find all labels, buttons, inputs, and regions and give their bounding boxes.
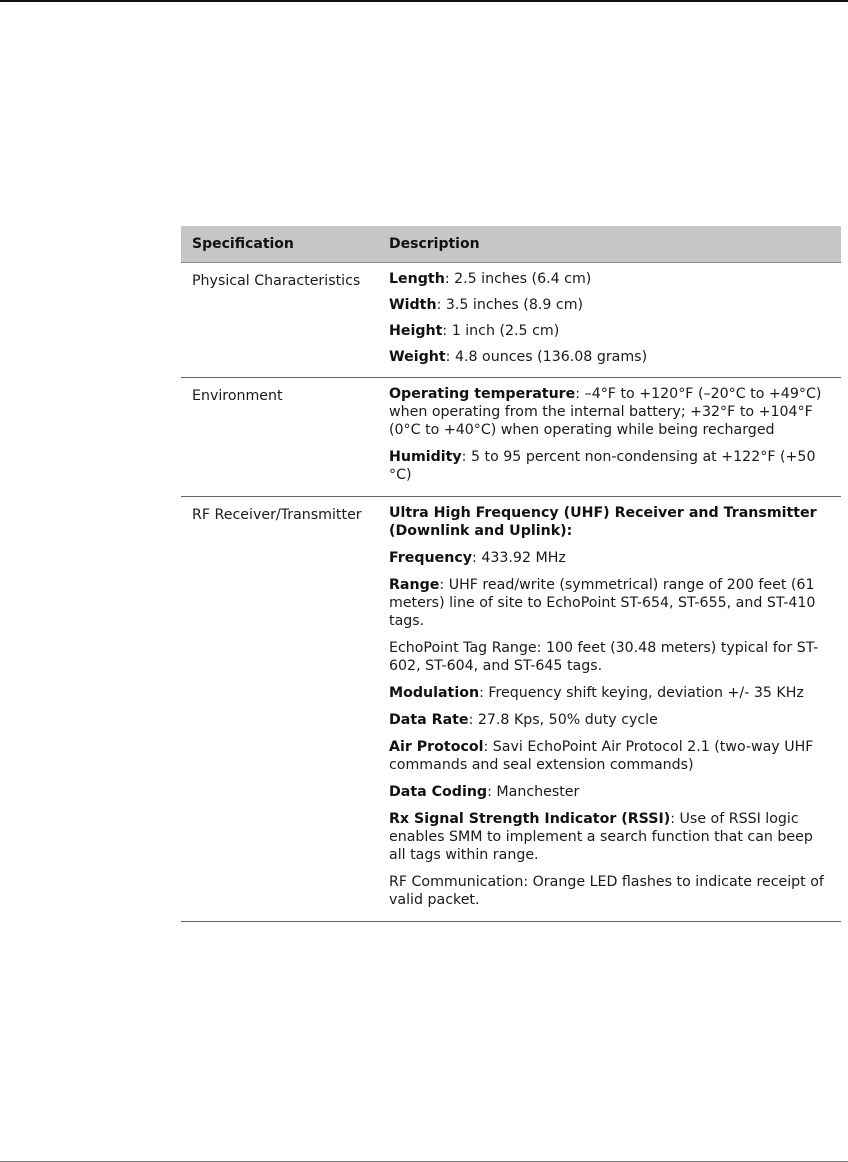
table-row — [181, 378, 841, 497]
description-item — [389, 810, 829, 864]
item-text: Frequency shift keying, deviation +/- 35 KHz — [488, 685, 804, 701]
item-separator: : — [566, 523, 573, 539]
description-item — [389, 711, 829, 729]
item-separator: : — [439, 577, 449, 593]
table-row — [181, 263, 841, 378]
spec-cell: Environment — [192, 388, 283, 404]
item-separator: : — [575, 386, 585, 402]
item-label: Length — [389, 271, 445, 287]
description-item — [389, 270, 829, 288]
table-row — [181, 497, 841, 922]
item-text: 2.5 inches (6.4 cm) — [454, 271, 592, 287]
item-text: –4°F to +120°F (–20°C to +49°C) when operating from the internal battery; +32°F to +104°F (0°C to +40°C) when operating while being recharged — [389, 386, 822, 438]
description-cell — [388, 263, 841, 377]
item-text: 1 inch (2.5 cm) — [451, 323, 560, 339]
description-item — [389, 549, 829, 567]
description-item — [389, 296, 829, 314]
item-label: Width — [389, 297, 437, 313]
description-item — [389, 576, 829, 630]
item-label: Frequency — [389, 550, 473, 566]
item-label: Humidity — [389, 449, 462, 465]
description-item — [389, 348, 829, 366]
item-label: Data Coding — [389, 784, 488, 800]
description-item — [389, 504, 829, 540]
item-separator: : — [468, 712, 478, 728]
item-label: Rx Signal Strength Indicator (RSSI) — [389, 811, 671, 827]
item-separator: : — [461, 449, 471, 465]
description-item — [389, 322, 829, 340]
description-item — [389, 684, 829, 702]
item-text: EchoPoint Tag Range: 100 feet (30.48 meters) typical for ST-602, ST-604, and ST-645 tags. — [389, 640, 819, 674]
description-item — [389, 738, 829, 774]
item-separator: : — [472, 550, 482, 566]
item-separator: : — [479, 685, 489, 701]
spec-cell: RF Receiver/Transmitter — [192, 507, 362, 523]
item-label: Operating temperature — [389, 386, 576, 402]
item-separator: : — [436, 297, 446, 313]
item-separator: : — [670, 811, 680, 827]
spec-cell: Physical Characteristics — [192, 273, 361, 289]
description-cell — [388, 497, 841, 921]
item-label: Data Rate — [389, 712, 469, 728]
item-text: 3.5 inches (8.9 cm) — [445, 297, 584, 313]
table-header — [181, 226, 841, 263]
item-text: 4.8 ounces (136.08 grams) — [454, 349, 648, 365]
item-label: Modulation — [389, 685, 480, 701]
item-separator: : — [487, 784, 497, 800]
top-rule — [0, 0, 848, 2]
item-text: Use of RSSI logic enables SMM to implement a search function that can beep all tags within range. — [389, 811, 813, 863]
specification-table — [181, 226, 841, 922]
item-separator: : — [445, 349, 455, 365]
item-text: UHF read/write (symmetrical) range of 200 feet (61 meters) line of site to EchoPoint ST-654, ST-655, and ST-410 tags. — [389, 577, 816, 629]
item-label: Height — [389, 323, 443, 339]
header-description: Description — [389, 236, 480, 252]
item-separator: : — [483, 739, 493, 755]
item-text: 27.8 Kps, 50% duty cycle — [477, 712, 658, 728]
description-item — [389, 385, 829, 439]
description-item — [389, 873, 829, 909]
item-text: 5 to 95 percent non-condensing at +122°F (+50 °C) — [389, 449, 816, 483]
item-text: Savi EchoPoint Air Protocol 2.1 (two-way UHF commands and seal extension commands) — [389, 739, 814, 773]
item-label: Ultra High Frequency (UHF) Receiver and Transmitter (Downlink and Uplink) — [389, 505, 817, 539]
item-separator: : — [442, 323, 452, 339]
description-item — [389, 448, 829, 484]
item-label: Air Protocol — [389, 739, 484, 755]
description-item — [389, 783, 829, 801]
item-label: Range — [389, 577, 440, 593]
item-text: Manchester — [496, 784, 580, 800]
header-specification: Specification — [192, 236, 294, 252]
description-cell — [388, 378, 841, 496]
description-item — [389, 639, 829, 675]
item-text: RF Communication: Orange LED flashes to indicate receipt of valid packet. — [389, 874, 824, 908]
item-label: Weight — [389, 349, 446, 365]
item-text: 433.92 MHz — [481, 550, 566, 566]
item-separator: : — [444, 271, 455, 287]
